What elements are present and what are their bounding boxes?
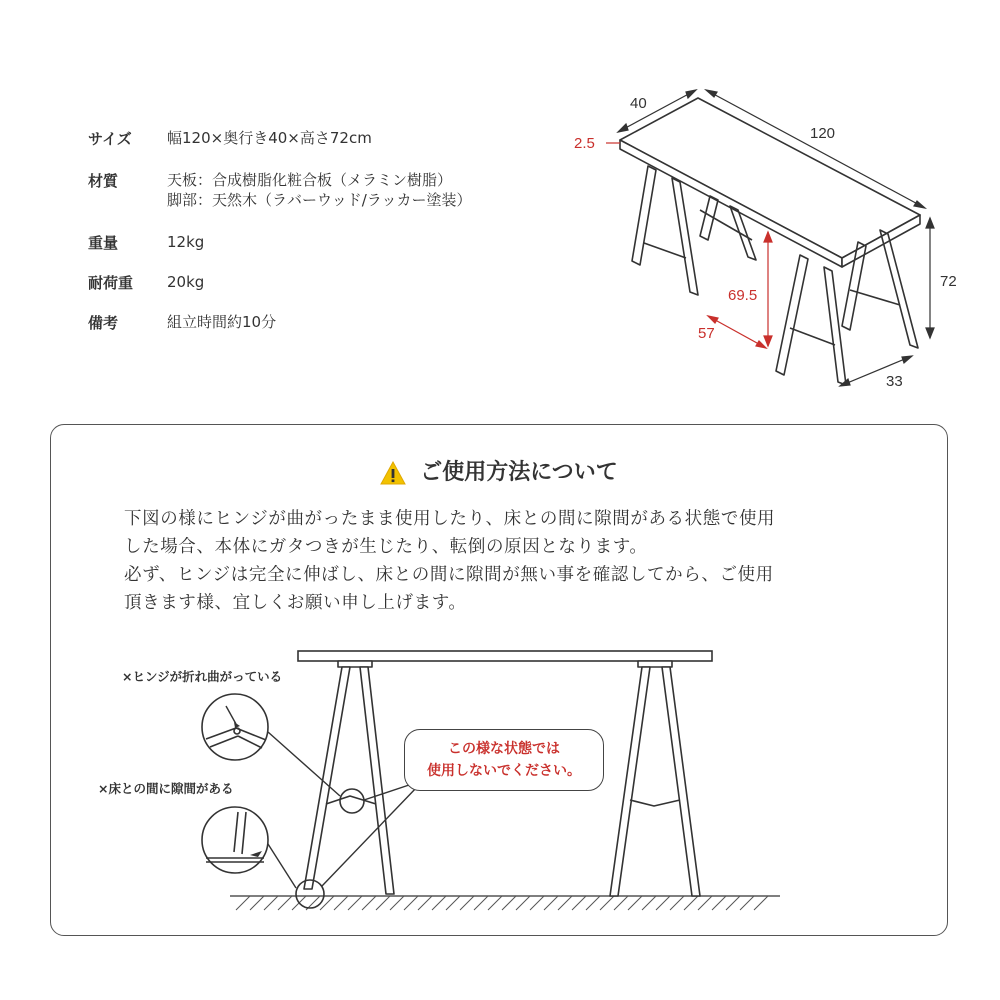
notice-line: した場合、本体にガタつきが生じたり、転倒の原因となります。	[124, 537, 648, 557]
spec-line: 組立時間約10分	[167, 313, 277, 331]
arrowhead	[756, 341, 766, 348]
hinge-highlight-circle	[340, 789, 364, 813]
spec-value	[167, 312, 276, 332]
gap-leader-line	[268, 844, 296, 888]
spec-value	[167, 272, 204, 292]
notice-line: 必ず、ヒンジは完全に伸ばし、床との間に隙間が無い事を確認してから、ご使用	[124, 565, 774, 585]
dimension-drawing	[560, 80, 980, 420]
dim-foot-label: 33	[886, 373, 903, 390]
dim-height-label: 72	[940, 273, 957, 290]
left-trestle	[304, 661, 394, 894]
spec-label: サイズ	[88, 130, 132, 148]
left-trestle-cap	[338, 661, 372, 667]
left-leg-front-b	[672, 178, 698, 295]
left-trestle-leg-a	[304, 667, 350, 889]
spec-line: 脚部：天然木（ラバーウッド/ラッカー塗装）	[167, 191, 472, 209]
right-trestle-leg-b	[662, 667, 700, 896]
arrowhead	[764, 336, 772, 346]
right-trestle-cap	[638, 661, 672, 667]
right-leg-back-b	[880, 230, 918, 348]
arrowhead	[914, 201, 925, 208]
arrowhead	[926, 218, 934, 228]
arrowhead	[902, 356, 912, 363]
right-trestle-hinge	[630, 800, 680, 806]
spec-line: 天板：合成樹脂化粧合板（メラミン樹脂）	[167, 171, 453, 189]
spec-label: 備考	[88, 314, 119, 332]
left-trestle-leg-b	[360, 667, 394, 894]
arrowhead	[706, 90, 717, 97]
dim-inner-height-label: 69.5	[728, 287, 758, 304]
callout-line: 使用しないでください。	[427, 763, 581, 779]
tabletop-top	[620, 98, 920, 258]
right-leg-front-a	[776, 255, 808, 375]
right-trestle	[610, 661, 700, 896]
arrowhead	[926, 328, 934, 338]
floor-hatching	[236, 896, 768, 910]
notice-line: 頂きます様、宜しくお願い申し上げます。	[124, 593, 467, 613]
dim-leg-span-label: 57	[698, 325, 715, 342]
spec-value	[167, 232, 204, 252]
arrowhead	[686, 90, 696, 98]
usage-illustration	[50, 424, 948, 936]
spec-label: 重量	[88, 234, 119, 252]
spec-value	[167, 170, 471, 210]
left-brace-front	[644, 243, 686, 258]
callout-line: この様な状態では	[448, 741, 560, 757]
right-brace-front	[790, 328, 835, 345]
right-trestle-leg-a	[610, 667, 650, 896]
dim-thickness-label: 2.5	[574, 135, 595, 152]
right-brace-back	[850, 290, 900, 305]
arrowhead	[618, 124, 628, 132]
spec-label: 耐荷重	[88, 274, 134, 292]
illus-tabletop	[298, 651, 712, 661]
left-leg-front-a	[632, 166, 656, 265]
spec-line: 20kg	[167, 273, 205, 291]
spec-value	[167, 128, 372, 148]
label-hinge-bent: ×ヒンジが折れ曲がっている	[122, 669, 283, 684]
notice-title: ご使用方法について	[420, 460, 618, 485]
dim-width-label: 120	[810, 125, 836, 142]
arrowhead	[764, 232, 772, 242]
left-trestle-hinge-bent	[326, 796, 376, 804]
callout-connector-hinge	[364, 784, 412, 800]
spec-label: 材質	[88, 172, 119, 190]
warning-callout	[404, 729, 604, 791]
dim-depth-label: 40	[630, 95, 647, 112]
spec-line: 幅120×奥行き40×高さ72cm	[167, 129, 372, 147]
arrowhead	[708, 316, 718, 323]
notice-line: 下図の様にヒンジが曲がったまま使用したり、床との間に隙間がある状態で使用	[124, 509, 776, 529]
label-floor-gap: ×床との間に隙間がある	[98, 781, 234, 796]
spec-line: 12kg	[167, 233, 205, 251]
